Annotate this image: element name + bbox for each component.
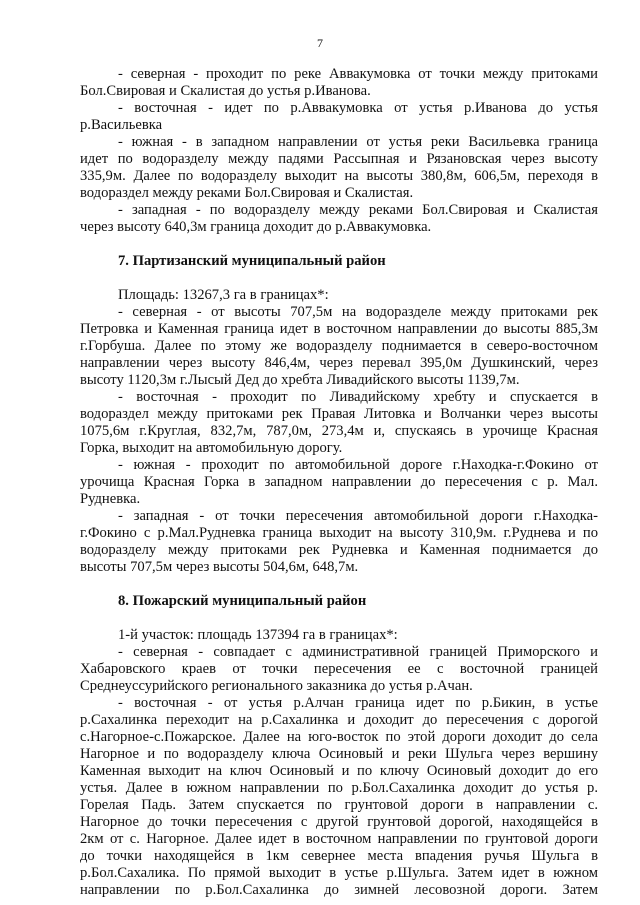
text-line: - западная - от точки пересечения автомобильной дороги г.Находка- <box>118 508 598 524</box>
text-line: высоты 707,5м через высоты 504,6м, 648,7м. <box>80 559 359 575</box>
text-line: - южная - в западном направлении от устья реки Васильевка граница <box>118 134 598 150</box>
text-line: через высоту 640,3м граница доходит до р.Аввакумовка. <box>80 219 432 235</box>
text-line: Петровка и Каменная граница идет в восточном направлении до высоты 885,3м <box>80 321 598 337</box>
text-line: Каменная выходит на ключ Осиновый и по ключу Осиновый доходит до его <box>80 763 598 779</box>
text-line: Бол.Свировая и Скалистая до устья р.Иванова. <box>80 83 371 99</box>
text-line: - северная - проходит по реке Аввакумовка от точки между притоками <box>118 66 598 82</box>
text-line: - западная - по водоразделу между реками Бол.Свировая и Скалистая <box>118 202 598 218</box>
text-line: направлении через высоту 846,4м, через перевал 395,0м Душкинский, через <box>80 355 598 371</box>
text-line: 1075,6м г.Круглая, 832,7м, 787,0м, 273,4м и, спускаясь в урочище Красная <box>80 423 598 439</box>
text-line: г.Фокино с р.Мал.Рудневка граница выходит на высоту 310,9м. г.Руднева и по <box>80 525 598 541</box>
text-line: - восточная - проходит по Ливадийскому хребту и спускается в <box>118 389 598 405</box>
text-line: Хабаровского краев от точки пересечения ее с восточной границей <box>80 661 598 677</box>
text-line: направлении по р.Бол.Сахалинка до зимней лесовозной дороги. Затем <box>80 882 598 898</box>
text-line: урочища Красная Горка в западном направлении до пересечения с р. Мал. <box>80 474 598 490</box>
text-line: - северная - совпадает с административной границей Приморского и <box>118 644 598 660</box>
text-line: Рудневка. <box>80 491 141 507</box>
text-line: высоту 1120,3м г.Лысый Дед до хребта Ливадийского высоты 1139,7м. <box>80 372 520 388</box>
text-line: р.Васильевка <box>80 117 163 133</box>
text-line: - восточная - от устья р.Алчан граница идет по р.Бикин, в устье <box>118 695 598 711</box>
text-line: г.Горбуша. Далее по этому же водоразделу поднимается в северо-восточном <box>80 338 598 354</box>
text-line: р.Сахалинка переходит на р.Сахалинка и доходит до пересечения с дорогой <box>80 712 598 728</box>
section-heading: 8. Пожарский муниципальный район <box>118 593 367 609</box>
text-line: водоразделу между притоками рек Рудневка и Каменная поднимается до <box>80 542 598 558</box>
text-line: водораздел между притоками рек Правая Литовка и Волчанки через высоты <box>80 406 598 422</box>
text-line: р.Бол.Сахалика. По прямой выходит в устье р.Шульга. Затем идет в южном <box>80 865 598 881</box>
text-line: водораздел между реками Бол.Свировая и Скалистая. <box>80 185 414 201</box>
text-line: Площадь: 13267,3 га в границах*: <box>118 287 329 303</box>
text-line: идет по водоразделу между падями Рассыпная и Рязановская через высоту <box>80 151 598 167</box>
text-line: Нагорное до точки пересечения с другой грунтовой дорогой, находящейся в <box>80 814 598 830</box>
text-line: 1-й участок: площадь 137394 га в границах*: <box>118 627 398 643</box>
text-line: Среднеуссурийского регионального заказника до устья р.Ачан. <box>80 678 473 694</box>
text-line: Горка, выходит на автомобильную дорогу. <box>80 440 343 456</box>
text-line: 2км от с. Нагорное. Далее идет в восточном направлении по грунтовой дороги <box>80 831 598 847</box>
text-line: с.Нагорное-с.Пожарское. Далее на юго-восток по этой дороги доходит до села <box>80 729 598 745</box>
text-line: Горелая Падь. Затем спускается по грунтовой дороги в направлении с. <box>80 797 598 813</box>
page-number: 7 <box>317 36 323 50</box>
text-line: - северная - от высоты 707,5м на водоразделе между притоками рек <box>118 304 598 320</box>
text-line: 335,9м. Далее по водоразделу выходит на высоты 380,8м, 606,5м, переходя в <box>80 168 598 184</box>
text-line: Нагорное и по водоразделу ключа Осиновый и реки Шульга через вершину <box>80 746 598 762</box>
text-line: - южная - проходит по автомобильной дороге г.Находка-г.Фокино от <box>118 457 598 473</box>
text-line: до точки находящейся в 1км севернее места впадения ручья Шульга в <box>80 848 598 864</box>
section-heading: 7. Партизанский муниципальный район <box>118 253 386 269</box>
text-line: устья. Далее в южном направлении по р.Бол.Сахалинка доходит до устья р. <box>80 780 598 796</box>
text-line: - восточная - идет по р.Аввакумовка от устья р.Иванова до устья <box>118 100 598 116</box>
